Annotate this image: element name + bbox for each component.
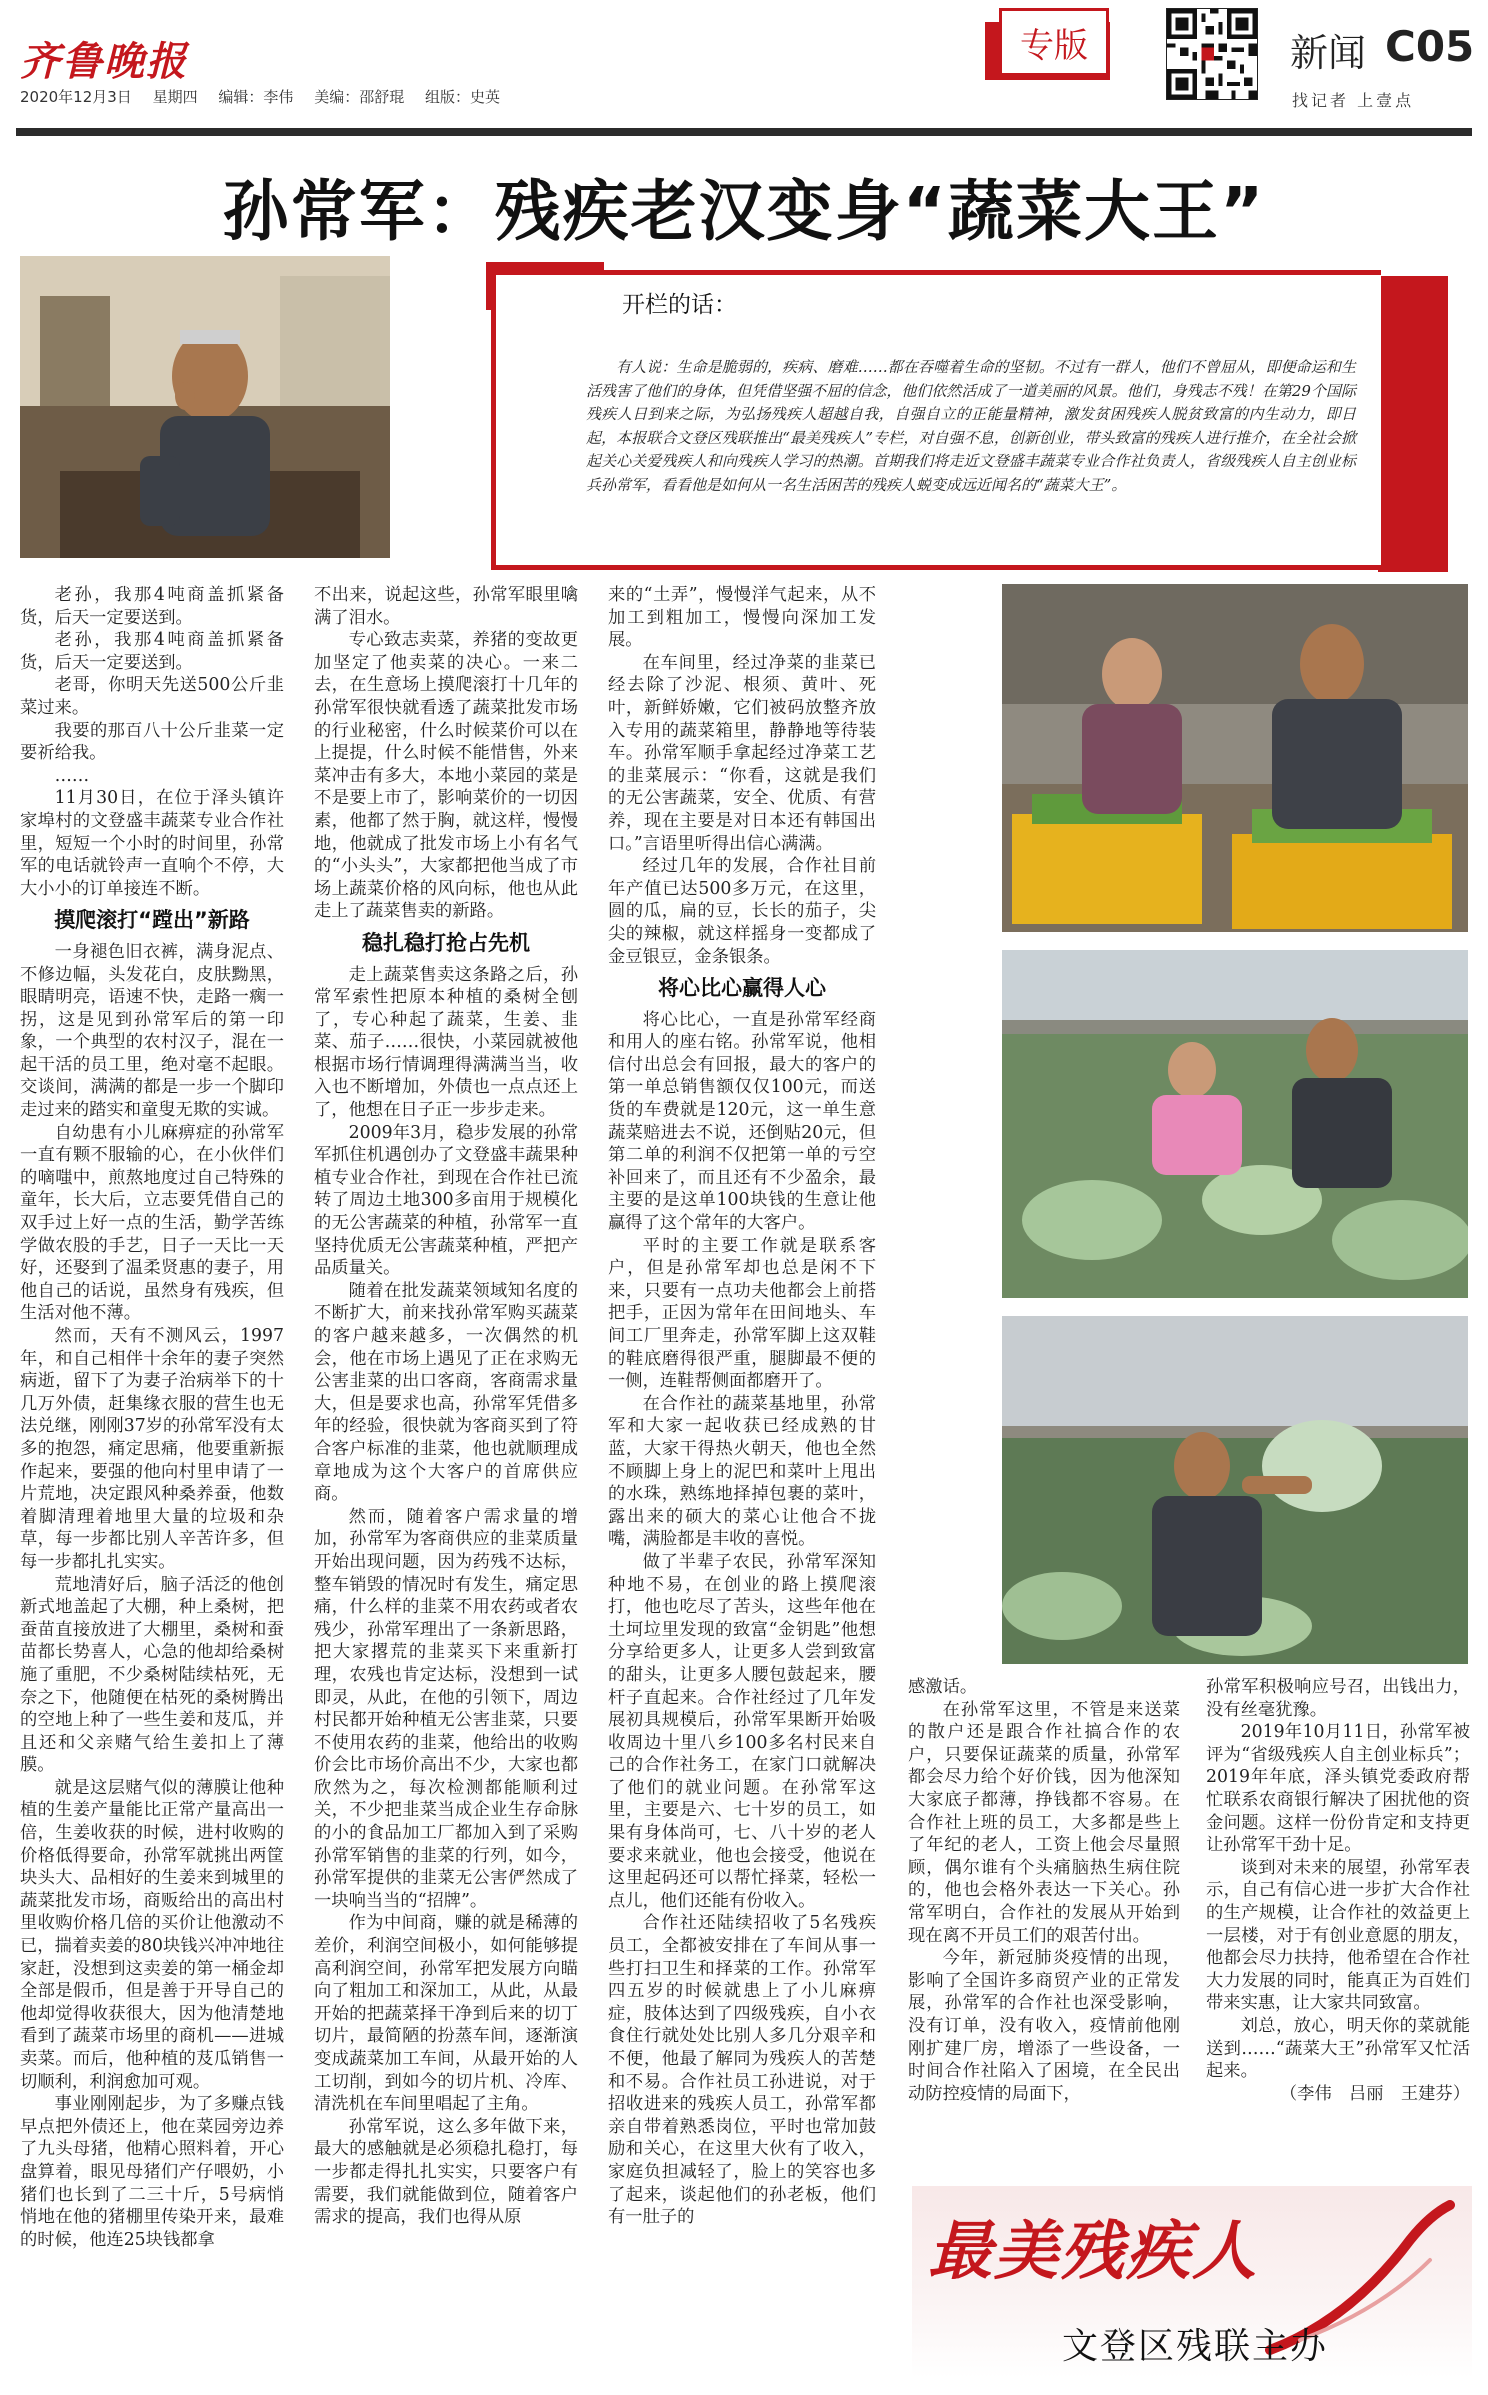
special-edition-badge [985, 8, 1110, 80]
byline: （李伟 吕丽 王建芬） [1279, 2083, 1470, 2104]
paragraph: 11月30日，在位于泽头镇许家埠村的文登盛丰蔬菜专业合作社里，短短一个小时的时间里，孙常军的电话就铃声一直响个不停，大大小小的订单接连不断。 [20, 788, 284, 899]
banner-sponsor: 文登区残联主办 [1062, 2326, 1329, 2367]
paragraph: 不出来，说起这些，孙常军眼里噙满了泪水。 [314, 585, 578, 628]
badge-label: 专版 [999, 8, 1109, 76]
page-number: C05 [1385, 22, 1475, 71]
paragraph: 一身褪色旧衣裤，满身泥点、不修边幅，头发花白，皮肤黝黑，眼睛明亮，语速不快，走路一瘸一拐，这是见到孙常军后的第一印象，一个典型的农村汉子，混在一起干活的员工里，绝对毫不起眼。交谈间，满满的都是一步一个脚印走过来的踏实和童叟无欺的实诚。 [20, 941, 284, 1121]
qr-code-icon [1166, 8, 1258, 100]
column-2 [314, 584, 578, 2229]
paragraph: 将心比心，一直是孙常军经商和用人的座右铭。孙常军说，他相信付出总会有回报，最大的客户的第一单总销售额仅仅100元，而送货的车费就是120元，这一单生意蔬菜赔进去不说，还倒贴20元，但第二单的利润不仅把第一单的亏空补回来了，而且还有不少盈余，最主要的是这单100块钱的生意让他赢得了这个常年的大客户。 [608, 1009, 876, 1234]
column-5 [1206, 1676, 1470, 2105]
paragraph: 老孙，我那4吨商盖抓紧备货，后天一定要送到。 [20, 630, 284, 673]
subheading: 稳扎稳打抢占先机 [362, 930, 530, 955]
paragraph: 感激话。 [908, 1677, 978, 1697]
masthead-slogan: 找记者 上壹点 [1292, 91, 1415, 110]
paragraph: 刘总，放心，明天你的菜就能送到……“蔬菜大王”孙常军又忙活起来。 [1206, 2015, 1470, 2082]
paragraph: 荒地清好后，脑子活泛的他创新式地盖起了大棚，种上桑树，把蚕苗直接放进了大棚里，桑树和蚕苗都长势喜人，心急的他却给桑树施了重肥，不少桑树陆续枯死，无奈之下，他随便在枯死的桑树腾出的空地上种了一些生姜和芨瓜，并且还和父亲赌气给生姜扣上了薄膜。 [20, 1574, 284, 1776]
column-3 [608, 584, 876, 2229]
paragraph: 孙常军说，这么多年做下来，最大的感触就是必须稳扎稳打，每一步都走得扎扎实实，只要客户有需要，我们就能做到位，随着客户需求的提高，我们也得从原 [314, 2116, 578, 2228]
paragraph: 2019年10月11日，孙常军被评为“省级残疾人自主创业标兵”；2019年年底，泽头镇党委政府帮忙联系农商银行解决了困扰他的资金问题。这样一份份肯定和支持更让孙常军干劲十足。 [1206, 1722, 1470, 1856]
paragraph: …… [54, 765, 90, 786]
paragraph: 今年，新冠肺炎疫情的出现，影响了全国许多商贸产业的正常发展，孙常军的合作社也深受影响，没有订单，没有收入，疫情前他刚刚扩建厂房，增添了一些设备，一时间合作社陷入了困境，在全民出动防控疫情的局面下， [908, 1948, 1180, 2104]
issue-date: 2020年12月3日 [20, 88, 132, 106]
issue-weekday: 星期四 [152, 88, 198, 106]
paragraph: 平时的主要工作就是联系客户，但是孙常军却也总是闲不下来，只要有一点功夫他都会上前搭把手，正因为常年在田间地头、车间工厂里奔走，孙常军脚上这双鞋的鞋底磨得很严重，腿脚最不便的一侧，连鞋帮侧面都磨开了。 [608, 1235, 876, 1392]
paragraph: 谈到对未来的展望，孙常军表示，自己有信心进一步扩大合作社的生产规模，让合作社的效益更上一层楼，对于有创业意愿的朋友，他都会尽力扶持，他希望在合作社大力发展的同时，能真正为百姓们带来实惠，让大家共同致富。 [1206, 1857, 1470, 2014]
paragraph: 然而，天有不测风云，1997年，和自己相伴十余年的妻子突然病逝，留下了为妻子治病举下的十几万外债，赶集缘衣服的营生也无法兑继，刚刚37岁的孙常军没有太多的抱怨，痛定思痛，他要重新振作起来，要强的他向村里申请了一片荒地，决定跟风种桑养蚕，他数着脚清理着地里大量的垃圾和杂草，每一步都比别人辛苦许多，但每一步都扎扎实实。 [20, 1326, 284, 1572]
column-1 [20, 584, 284, 2251]
paragraph: 随着在批发蔬菜领域知名度的不断扩大，前来找孙常军购买蔬菜的客户越来越多，一次偶然的机会，他在市场上遇见了正在求购无公害韭菜的出口客商，客商需求量大，但是要求也高，孙常军凭借多年的经验，很快就为客商买到了符合客户标准的韭菜，他也就顺理成章地成为这个大客户的首席供应商。 [314, 1280, 578, 1505]
portrait-photo [20, 256, 390, 558]
proof-credit: 组版：史英 [424, 88, 500, 106]
newspaper-logo: 齐鲁晚报 [20, 38, 188, 85]
editor-credit: 编辑：李伟 [218, 88, 294, 106]
paragraph: 事业刚刚起步，为了多赚点钱早点把外债还上，他在菜园旁边养了九头母猪，他精心照料着，开心盘算着，眼见母猪们产仔喂奶，小猪们也长到了二三十斤，5号病悄悄地在他的猪棚里传染开来，最难的时候，他连25块钱都拿 [20, 2094, 284, 2250]
masthead-rule [16, 128, 1472, 136]
banner-title: 最美残疾人 [928, 2215, 1258, 2289]
photo-holding-cabbage [1002, 1316, 1468, 1664]
paragraph: 走上蔬菜售卖这条路之后，孙常军索性把原本种植的桑树全刨了，专心种起了蔬菜，生姜、韭菜、茄子……很快，小菜园就被他根据市场行情调理得满满当当，收入也不断增加，外债也一点点还上了，他想在日子正一步步走来。 [314, 964, 578, 1121]
paragraph: 在合作社的蔬菜基地里，孙常军和大家一起收获已经成熟的甘蓝，大家干得热火朝天，他也全然不顾脚上身上的泥巴和菜叶上甩出的水珠，熟练地择掉包裹的菜叶，露出来的硕大的菜心让他合不拢嘴，满脸都是丰收的喜悦。 [608, 1393, 876, 1550]
column-4 [908, 1676, 1180, 2105]
paragraph: 我要的那百八十公斤韭菜一定要祈给我。 [20, 720, 284, 764]
paragraph: 孙常军积极响应号召，出钱出力，没有丝毫犹豫。 [1206, 1677, 1470, 1720]
paragraph: 然而，随着客户需求量的增加，孙常军为客商供应的韭菜质量开始出现问题，因为药残不达标，整车销毁的情况时有发生，痛定思痛，什么样的韭菜不用农药或者农残少，孙常军理出了一条新思路，把大家撂荒的韭菜买下来重新打理，农残也肯定达标，没想到一试即灵，从此，在他的引领下，周边村民都开始种植无公害韭菜，只要不使用农药的韭菜，他给出的收购价会比市场价高出不少，大家也都欣然为之，每次检测都能顺利过关，不少把韭菜当成企业生存命脉的小的食品加工厂都加入到了采购孙常军销售的韭菜的行列，如今，孙常军提供的韭菜无公害俨然成了一块响当当的“招牌”。 [314, 1506, 578, 1911]
subheading: 摸爬滚打“蹚出”新路 [54, 908, 250, 933]
paragraph: 来的“土弄”，慢慢洋气起来，从不加工到粗加工，慢慢向深加工发展。 [608, 585, 876, 651]
photo-packing-vegetables [1002, 584, 1468, 932]
subheading: 将心比心赢得人心 [658, 976, 826, 1001]
photo-cabbage-field [1002, 950, 1468, 1298]
paragraph: 在孙常军这里，不管是来送菜的散户还是跟合作社搞合作的农户，只要保证蔬菜的质量，孙常军都会尽力给个好价钱，因为他深知大家底子都薄，挣钱都不容易。在合作社上班的员工，大多都是些上了年纪的老人，工资上他会尽量照顾，偶尔谁有个头痛脑热生病住院的，他也会格外表达一下关心。孙常军明白，合作社的发展从开始到现在离不开员工们的艰苦付出。 [908, 1699, 1180, 1946]
paragraph: 作为中间商，赚的就是稀薄的差价，利润空间极小，如何能够提高利润空间，孙常军把发展方向瞄向了粗加工和深加工，从此，从最开始的把蔬菜择干净到后来的切丁切片，最简陋的扮蒸车间，逐渐演变成蔬菜加工车间，从最开始的人工切削，到如今的切片机、冷库、清洗机在车间里唱起了主角。 [314, 1913, 578, 2115]
intro-text: 有人说：生命是脆弱的，疾病、磨难……都在吞噬着生命的坚韧。不过有一群人，他们不曾屈从，即便命运和生活残害了他们的身体，但凭借坚强不屈的信念，他们依然活成了一道美丽的风景。他们，身残志不残！在第29个国际残疾人日到来之际，为弘扬残疾人超越自我，自强自立的正能量精神，激发贫困残疾人脱贫致富的内生动力，即日起，本报联合文登区残联推出“最美残疾人”专栏，对自强不息，创新创业，带头致富的残疾人进行推介，在全社会掀起关心关爱残疾人和向残疾人学习的热潮。首期我们将走近文登盛丰蔬菜专业合作社负责人，省级残疾人自主创业标兵孙常军，看看他是如何从一名生活困苦的残疾人蜕变成远近闻名的“蔬菜大王”。 [586, 358, 1356, 494]
section-name: 新闻 [1290, 31, 1367, 75]
paragraph: 2009年3月，稳步发展的孙常军抓住机遇创办了文登盛丰蔬果种植专业合作社，到现在合作社已流转了周边土地300多亩用于规模化的无公害蔬菜的种植，孙常军一直坚持优质无公害蔬菜种植，严把产品质量关。 [314, 1122, 578, 1279]
paragraph: 老孙，我那4吨商盖抓紧备货，后天一定要送到。 [20, 585, 284, 628]
paragraph: 做了半辈子农民，孙常军深知种地不易，在创业的路上摸爬滚打，他也吃尽了苦头，这些年他在土坷垃里发现的致富“金钥匙”他想分享给更多人，让更多人尝到致富的甜头，让更多人腰包鼓起来，腰杆子直起来。合作社经过了几年发展初具规模后，孙常军果断开始吸收周边十里八乡100多名村民来自己的合作社务工，在家门口就解决了他们的就业问题。在孙常军这里，主要是六、七十岁的员工，如果有身体尚可，七、八十岁的老人要求来就业，他也会接受，他说在这里起码还可以帮忙择菜，轻松一点儿，他们还能有份收入。 [608, 1551, 876, 1911]
paragraph: 专心致志卖菜，养猪的变故更加坚定了他卖菜的决心。一来二去，在生意场上摸爬滚打十几年的孙常军很快就看透了蔬菜批发市场的行业秘密，什么时候菜价可以在上提提，什么时候不能惜售，外来菜冲击有多大，本地小菜园的菜是不是要上市了，影响菜价的一切因素，他都了然于胸，就这样，慢慢地，他就成了批发市场上小有名气的“小头头”，大家都把他当成了市场上蔬菜价格的风向标，他也从此走上了蔬菜售卖的新路。 [314, 630, 578, 922]
intro-title: 开栏的话： [622, 292, 737, 318]
article-headline: 孙常军：残疾老汉变身“蔬菜大王” [222, 173, 1266, 250]
paragraph: 经过几年的发展，合作社目前年产值已达500多万元，在这里，圆的瓜，扁的豆，长长的茄子，尖尖的辣椒，就这样摇身一变都成了金豆银豆，金条银条。 [608, 856, 876, 967]
intro-accent-right [1378, 276, 1448, 572]
paragraph: 合作社还陆续招收了5名残疾员工，全都被安排在了车间从事一些打扫卫生和择菜的工作。孙常军四五岁的时候就患上了小儿麻痹症，肢体达到了四级残疾，自小衣食住行就处处比别人多几分艰辛和不便，他最了解同为残疾人的苦楚和不易。合作社员工孙进说，对于招收进来的残疾人员工，孙常军都亲自带着熟悉岗位，平时也常加鼓励和关心，在这里大伙有了收入，家庭负担减轻了，脸上的笑容也多了起来，谈起他们的孙老板，他们有一肚子的 [608, 1913, 876, 2228]
paragraph: 在车间里，经过净菜的韭菜已经去除了沙泥、根须、黄叶、死叶，新鲜娇嫩，它们被码放整齐放入专用的蔬菜箱里，静静地等待装车。孙常军顺手拿起经过净菜工艺的韭菜展示：“你看，这就是我们的无公害蔬菜，安全、优质、有营养，现在主要是对日本还有韩国出口。”言语里听得出信心满满。 [608, 652, 876, 854]
designer-credit: 美编：邵舒琨 [314, 88, 405, 106]
paragraph: 就是这层赌气似的薄膜让他种植的生姜产量能比正常产量高出一倍，生姜收获的时候，进村收购的价格低得要命，孙常军就挑出两筐块头大、品相好的生姜来到城里的蔬菜批发市场，商贩给出的高出村里收购价格几倍的买价让他激动不已，揣着卖姜的80块钱兴冲冲地往家赶，没想到这卖姜的第一桶金却全部是假币，但是善于开导自己的他却觉得收获很大，因为他清楚地看到了蔬菜市场里的商机——进城卖菜。而后，他种植的芨瓜销售一切顺利，利润愈加可观。 [20, 1777, 284, 2092]
issue-info [20, 86, 516, 107]
paragraph: 自幼患有小儿麻痹症的孙常军一直有颗不服输的心，在小伙伴们的嘀嗤中，煎熬地度过自己特殊的童年，长大后，立志要凭借自己的双手过上好一点的生活，勤学苦练学做农股的手艺，日子一天比一天好，还娶到了温柔贤惠的妻子，用他自己的话说，虽然身有残疾，但生活对他不薄。 [20, 1122, 284, 1324]
paragraph: 老哥，你明天先送500公斤韭菜过来。 [20, 675, 284, 718]
